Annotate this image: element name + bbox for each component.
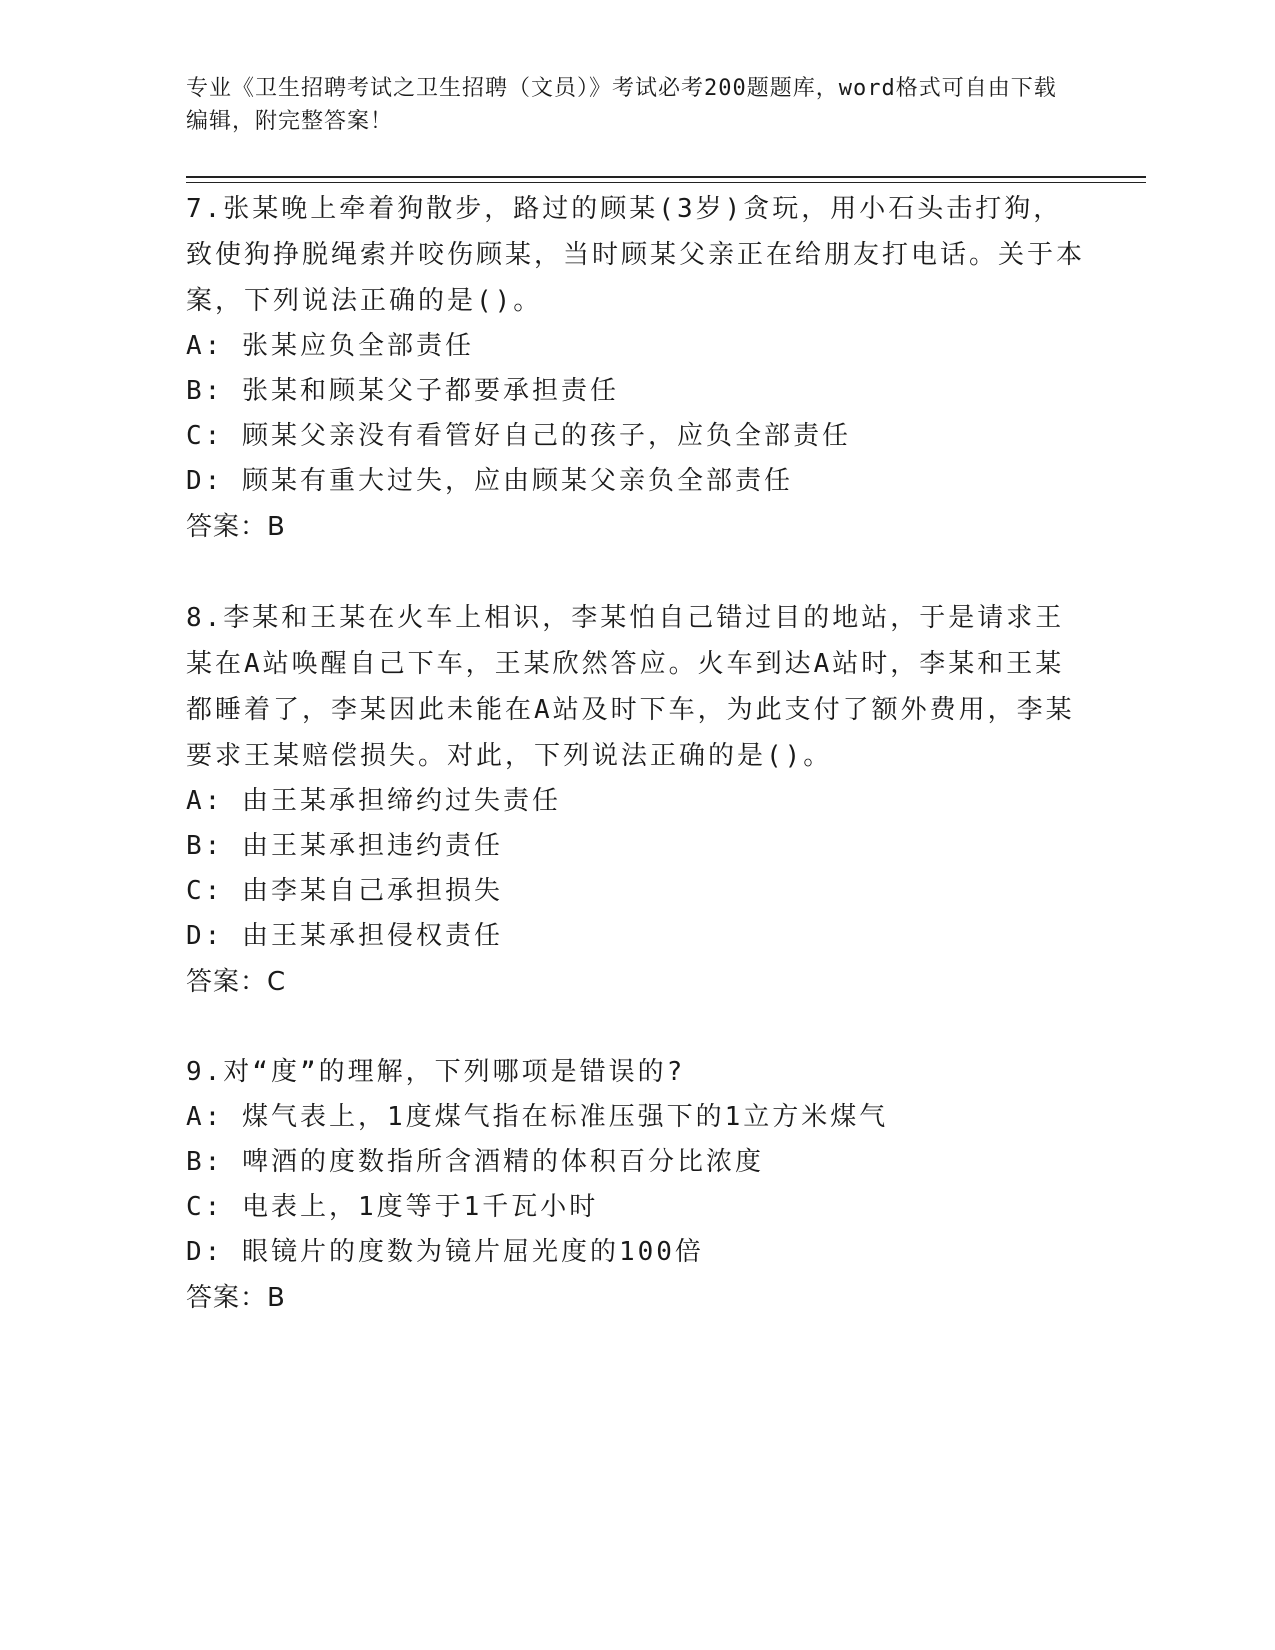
question-stem: 9.对“度”的理解，下列哪项是错误的? [186, 1057, 686, 1087]
answer-line: 答案：B [186, 1283, 286, 1313]
option-d: D: 由王某承担侵权责任 [186, 921, 503, 951]
option-a: A: 由王某承担缔约过失责任 [186, 786, 561, 816]
header-divider-thin [186, 182, 1146, 183]
question-8 [186, 595, 1086, 1005]
document-header: 专业《卫生招聘考试之卫生招聘（文员）》考试必考200题题库，word格式可自由下载编辑，附完整答案！ [186, 76, 1057, 134]
option-d: D: 顾某有重大过失，应由顾某父亲负全部责任 [186, 466, 793, 496]
option-b: B: 啤酒的度数指所含酒精的体积百分比浓度 [186, 1147, 764, 1177]
option-c: C: 电表上，1度等于1千瓦小时 [186, 1192, 599, 1222]
option-a: A: 张某应负全部责任 [186, 331, 474, 361]
option-b: B: 由王某承担违约责任 [186, 831, 503, 861]
question-7 [186, 186, 1086, 550]
answer-line: 答案：B [186, 512, 286, 542]
option-c: C: 顾某父亲没有看管好自己的孩子，应负全部责任 [186, 421, 851, 451]
question-stem: 7.张某晚上牵着狗散步，路过的顾某(3岁)贪玩，用小石头击打狗，致使狗挣脱绳索并咬伤顾某，当时顾某父亲正在给朋友打电话。关于本案，下列说法正确的是()。 [186, 194, 1086, 316]
option-c: C: 由李某自己承担损失 [186, 876, 503, 906]
question-stem: 8.李某和王某在火车上相识，李某怕自己错过目的地站，于是请求王某在A站唤醒自己下车，王某欣然答应。火车到达A站时，李某和王某都睡着了，李某因此未能在A站及时下车，为此支付了额外费用，李某要求王某赔偿损失。对此，下列说法正确的是()。 [186, 603, 1075, 771]
option-b: B: 张某和顾某父子都要承担责任 [186, 376, 619, 406]
option-d: D: 眼镜片的度数为镜片屈光度的100倍 [186, 1237, 704, 1267]
header-divider-thick [186, 176, 1146, 178]
option-a: A: 煤气表上，1度煤气指在标准压强下的1立方米煤气 [186, 1102, 889, 1132]
question-9 [186, 1049, 1086, 1321]
answer-line: 答案：C [186, 967, 287, 997]
